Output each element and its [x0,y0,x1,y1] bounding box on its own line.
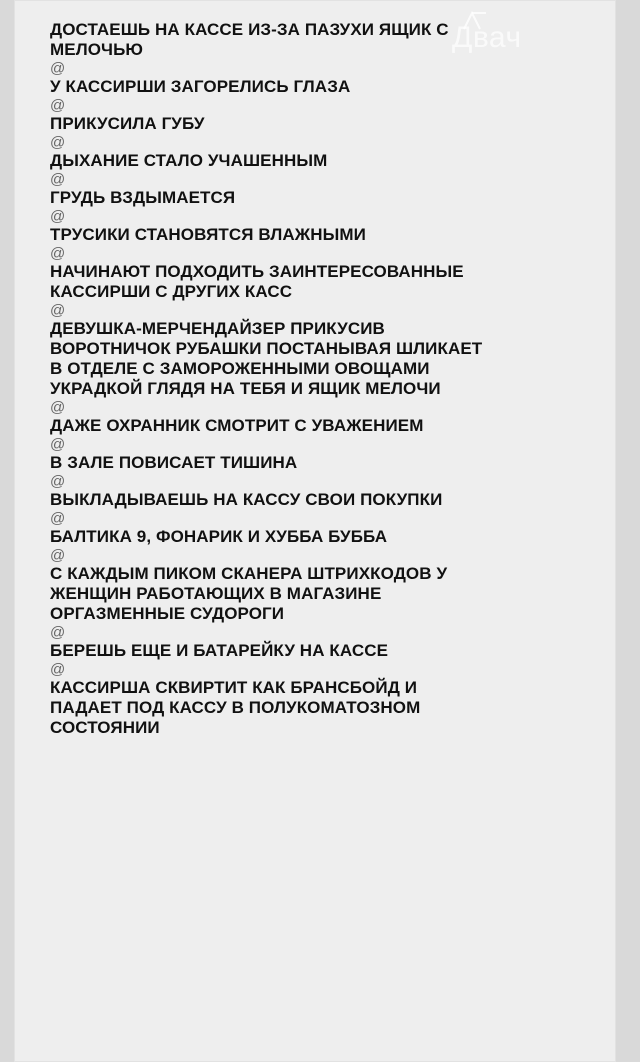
post-line-7: ТРУСИКИ СТАНОВЯТСЯ ВЛАЖНЫМИ [50,225,366,244]
separator-at-12: @ [50,547,66,564]
post-line-23: ПАДАЕТ ПОД КАССУ В ПОЛУКОМАТОЗНОМ [50,698,421,717]
post-line-15: В ЗАЛЕ ПОВИСАЕТ ТИШИНА [50,453,298,472]
separator-at-9: @ [50,436,66,453]
post-line-17: БАЛТИКА 9, ФОНАРИК И ХУББА БУББА [50,527,388,546]
post-line-5: ДЫХАНИЕ СТАЛО УЧАШЕННЫМ [50,151,328,170]
post-line-3: У КАССИРШИ ЗАГОРЕЛИСЬ ГЛАЗА [50,77,351,96]
post-line-8: НАЧИНАЮТ ПОДХОДИТЬ ЗАИНТЕРЕСОВАННЫЕ [50,262,464,281]
separator-at-11: @ [50,510,66,527]
post-line-13: УКРАДКОЙ ГЛЯДЯ НА ТЕБЯ И ЯЩИК МЕЛОЧИ [50,379,441,398]
post-line-12: В ОТДЕЛЕ С ЗАМОРОЖЕННЫМИ ОВОЩАМИ [50,359,430,378]
post-line-22: КАССИРША СКВИРТИТ КАК БРАНСБОЙД И [50,678,418,697]
post-line-18: С КАЖДЫМ ПИКОМ СКАНЕРА ШТРИХКОДОВ У [50,564,448,583]
post-line-6: ГРУДЬ ВЗДЫМАЕТСЯ [50,188,236,207]
separator-at-6: @ [50,245,66,262]
separator-at-8: @ [50,399,66,416]
separator-at-14: @ [50,661,66,678]
post-line-21: БЕРЕШЬ ЕЩЕ И БАТАРЕЙКУ НА КАССЕ [50,641,389,660]
separator-at-3: @ [50,134,66,151]
post-line-4: ПРИКУСИЛА ГУБУ [50,114,205,133]
separator-at-5: @ [50,208,66,225]
post-text-content [50,20,618,738]
post-line-20: ОРГАЗМЕННЫЕ СУДОРОГИ [50,604,285,623]
separator-at-1: @ [50,60,66,77]
watermark-text: Двач [452,21,522,54]
post-line-14: ДАЖЕ ОХРАННИК СМОТРИТ С УВАЖЕНИЕМ [50,416,424,435]
separator-at-10: @ [50,473,66,490]
separator-at-7: @ [50,302,66,319]
post-line-9: КАССИРШИ С ДРУГИХ КАСС [50,282,293,301]
post-line-16: ВЫКЛАДЫВАЕШЬ НА КАССУ СВОИ ПОКУПКИ [50,490,443,509]
post-line-1: ДОСТАЕШЬ НА КАССЕ ИЗ-ЗА ПАЗУХИ ЯЩИК С [50,20,449,39]
post-line-2: МЕЛОЧЬЮ [50,40,144,59]
separator-at-2: @ [50,97,66,114]
post-line-24: СОСТОЯНИИ [50,718,160,737]
separator-at-13: @ [50,624,66,641]
post-line-19: ЖЕНЩИН РАБОТАЮЩИХ В МАГАЗИНЕ [50,584,382,603]
post-line-10: ДЕВУШКА-МЕРЧЕНДАЙЗЕР ПРИКУСИВ [50,319,385,338]
separator-at-4: @ [50,171,66,188]
text-post-card [14,0,616,1062]
post-line-11: ВОРОТНИЧОК РУБАШКИ ПОСТАНЫВАЯ ШЛИКАЕТ [50,339,483,358]
